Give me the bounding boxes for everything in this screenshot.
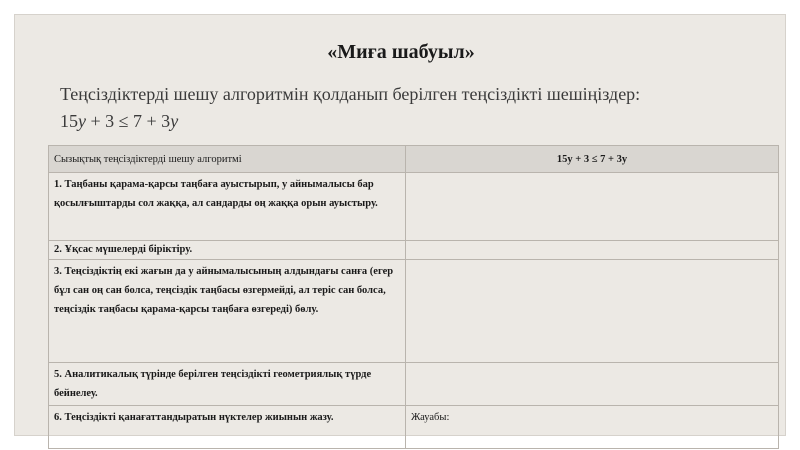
table-row	[49, 173, 779, 241]
step-cell: 6. Теңсіздікті қанағаттандыратын нүктелер жиынын жазу.	[49, 406, 406, 449]
slide-title: «Миға шабуыл»	[327, 41, 475, 63]
inequality-var-right: y	[170, 111, 179, 131]
step-cell: 5. Аналитикалық түрінде берілген теңсіздікті геометриялық түрде бейнелеу.	[49, 363, 406, 406]
table-row	[49, 363, 779, 406]
inequality	[60, 108, 178, 134]
inequality-var-left: y	[78, 111, 86, 131]
inequality-coef: 15	[60, 111, 78, 131]
task-text: Теңсіздіктерді шешу алгоритмін қолданып берілген теңсіздікті шешіңіздер:	[60, 84, 641, 104]
step-cell: 3. Теңсіздіктің екі жағын да у айнымалысының алдындағы санға (егер бұл сан оң сан болса, теңсіздік таңбасы өзгермейді, ал теріс сан болса, теңсіздік таңбасы қарама-қарсы таңбаға өзгереді) бөлу.	[49, 260, 406, 363]
header-inequality: 15y + 3 ≤ 7 + 3y	[406, 146, 779, 173]
slide	[14, 14, 786, 436]
step-cell: 1. Таңбаны қарама-қарсы таңбаға ауыстырып, у айнымалысы бар қосылғыштарды сол жаққа, ал сандарды оң жаққа орын ауыстыру.	[49, 173, 406, 241]
table-row	[49, 406, 779, 449]
table-row	[49, 260, 779, 363]
step-cell: 2. Ұқсас мүшелерді біріктіру.	[49, 241, 406, 260]
table-row	[49, 241, 779, 260]
answer-cell[interactable]	[406, 241, 779, 260]
answer-cell[interactable]	[406, 173, 779, 241]
answer-cell[interactable]: Жауабы:	[406, 406, 779, 449]
header-algorithm: Сызықтық теңсіздіктерді шешу алгоритмі	[49, 146, 406, 173]
answer-cell[interactable]	[406, 363, 779, 406]
answer-cell[interactable]	[406, 260, 779, 363]
inequality-middle: + 3 ≤ 7 + 3	[86, 111, 171, 131]
algorithm-table	[48, 145, 779, 449]
table-header-row	[49, 146, 779, 173]
